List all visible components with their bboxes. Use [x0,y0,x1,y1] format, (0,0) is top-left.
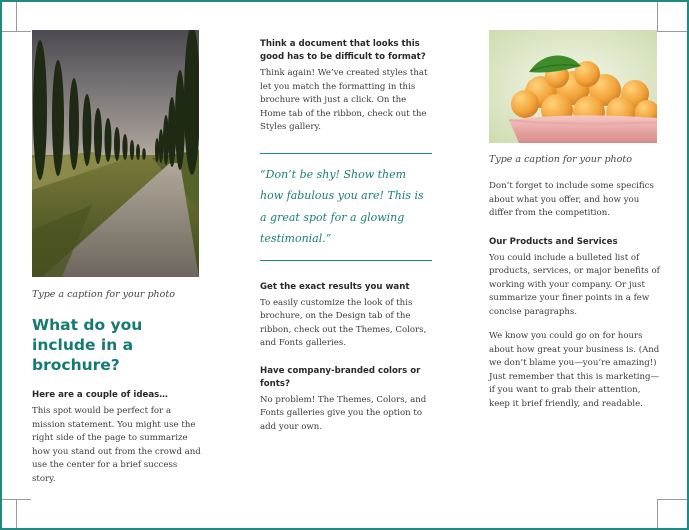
crop-mark-bottom-left-h [2,499,31,500]
crop-mark-top-right [657,2,658,31]
marketing-text[interactable]: We know you could go on for hours about how great your business is. (And we don’t blame you—you’re amazing!) Just remember that this is marketing—if you want to grab their attention, keep it brief friendly, and readable. [489,331,660,409]
crop-mark-top-left [16,2,17,31]
testimonial-block [260,153,432,261]
themes-text[interactable]: No problem! The Themes, Colors, and Fonts galleries give you the option to add your own. [260,394,427,432]
crop-mark-top-left-h [2,31,31,32]
orange-bowl-photo[interactable] [489,30,657,143]
products-subhead[interactable]: Our Products and Services [489,236,618,247]
format-subhead[interactable]: Think a document that looks this good has to be difficult to format? [260,39,426,62]
crop-mark-bottom-left [16,499,17,528]
crop-mark-bottom-right [657,499,658,528]
specifics-text[interactable]: Don’t forget to include some specifics about what you offer, and how you differ from the competition. [489,181,654,218]
testimonial-quote[interactable]: “Don’t be shy! Show them how fabulous you are! This is a great spot for a glowing testimonial.” [260,167,424,245]
products-text[interactable]: You could include a bulleted list of products, services, or major benefits of working with your company. Or just summarize your finer points in a few concise paragraphs. [489,252,660,317]
brochure-column-left [32,30,202,486]
results-subhead[interactable]: Get the exact results you want [260,281,410,292]
crop-mark-bottom-right-h [657,499,687,500]
brochure-title[interactable]: What do you include in a brochure? [32,316,143,374]
mission-statement-text[interactable]: This spot would be perfect for a mission statement. You might use the right side of the page to summarize how you stand out from the crowd and use the center for a brief success story. [32,406,201,484]
crop-mark-top-right-h [657,31,687,32]
photo-caption[interactable]: Type a caption for your photo [32,289,175,300]
ideas-subhead[interactable]: Here are a couple of ideas… [32,390,168,400]
customize-text[interactable]: To easily customize the look of this brochure, on the Design tab of the ribbon, check out the Themes, Colors, and Fonts galleries. [260,297,427,348]
brochure-column-middle [260,38,432,434]
photo-caption-right[interactable]: Type a caption for your photo [489,154,632,165]
branded-subhead[interactable]: Have company-branded colors or fonts? [260,365,421,389]
cypress-road-photo[interactable] [32,30,199,277]
brochure-column-right [489,30,661,411]
styles-text[interactable]: Think again! We’ve created styles that let you match the formatting in this brochure with just a click. On the Home tab of the ribbon, check out the Styles gallery. [260,68,428,132]
